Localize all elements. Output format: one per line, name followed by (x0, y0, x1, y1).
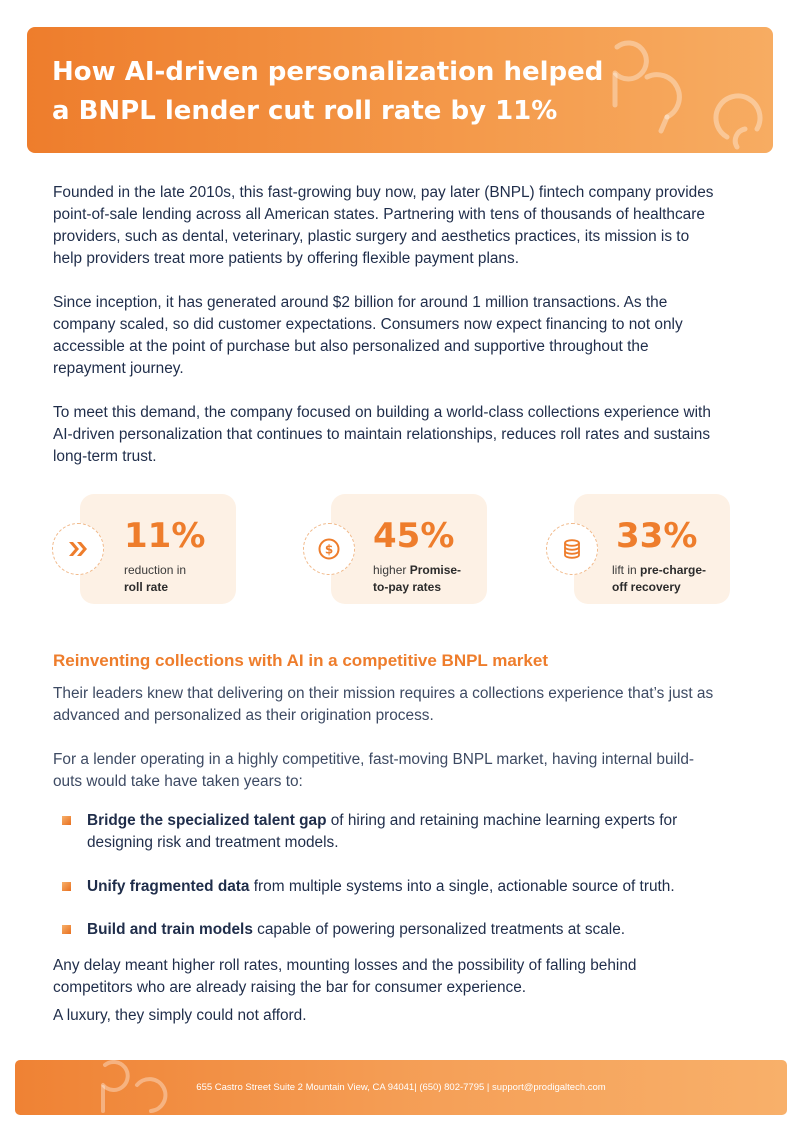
text-line: repayment journey. (53, 360, 184, 377)
caption-bold: roll rate (124, 580, 169, 594)
text-line: Any delay meant higher roll rates, mounting losses and the possibility of falling behind (53, 957, 637, 974)
title-line-2: a BNPL lender cut roll rate by 11% (52, 96, 558, 126)
footer-bar (15, 1060, 787, 1115)
title-line-1: How AI-driven personalization helped (52, 57, 604, 87)
text-line: competitors who are already raising the bar for consumer experience. (53, 979, 527, 996)
text-line: For a lender operating in a highly competitive, fast-moving BNPL market, having internal build- (53, 751, 695, 768)
text-line: To meet this demand, the company focused on building a world-class collections experience with (53, 404, 711, 421)
caption-bold: Promise- (409, 563, 462, 577)
text-line: providers, such as dental, veterinary, plastic surgery and aesthetics practices, its mission is to (53, 228, 690, 245)
intro-paragraph-3 (53, 402, 753, 468)
stat-value: 11% (124, 516, 206, 556)
bullet-text: capable of powering personalized treatments at scale. (252, 921, 626, 938)
bullet-text: of hiring and retaining machine learning experts for (326, 812, 678, 829)
text-line: point-of-sale lending across all American states. Partnering with tens of thousands of healthcare (53, 206, 705, 223)
stat-icon-circle (52, 523, 104, 575)
section-paragraph-4: A luxury, they simply could not afford. (53, 1007, 307, 1024)
caption-text: higher (373, 563, 410, 577)
section-paragraph-3 (53, 955, 753, 999)
caption-bold: to-pay rates (373, 580, 442, 594)
stat-icon-circle (303, 523, 355, 575)
bullet-square-icon (62, 925, 71, 934)
bullet-square-icon (62, 816, 71, 825)
text-line: Founded in the late 2010s, this fast-growing buy now, pay later (BNPL) fintech company provides (53, 184, 714, 201)
caption-bold: off recovery (612, 580, 681, 594)
text-line: AI-driven personalization that continues to maintain relationships, reduces roll rates and sustains (53, 426, 711, 443)
bullet-text: from multiple systems into a single, actionable source of truth. (249, 878, 675, 895)
bullet-square-icon (62, 882, 71, 891)
text-line: Their leaders knew that delivering on their mission requires a collections experience that’s just as (53, 685, 714, 702)
dollar-coin-icon (317, 537, 341, 561)
page-title (52, 53, 652, 131)
text-line: long-term trust. (53, 448, 157, 465)
bullet-item-talent-gap (87, 810, 727, 854)
section-heading: Reinventing collections with AI in a competitive BNPL market (53, 651, 548, 670)
text-line: company scaled, so did customer expectations. Consumers now expect financing to not only (53, 316, 683, 333)
section-paragraph-2 (53, 749, 753, 793)
stat-icon-circle (546, 523, 598, 575)
bullet-item-build-models (87, 919, 727, 941)
text-line: accessible at the point of purchase but also personalized and supportive throughout the (53, 338, 649, 355)
header-banner (27, 27, 773, 153)
intro-paragraph-1 (53, 182, 753, 270)
intro-paragraph-2 (53, 292, 753, 380)
footer-contact: 655 Castro Street Suite 2 Mountain View, CA 94041| (650) 802-7795 | support@prodigaltech.com (196, 1082, 606, 1093)
bullet-bold: Build and train models (87, 921, 253, 938)
bullet-bold: Unify fragmented data (87, 878, 250, 895)
stat-value: 45% (373, 516, 455, 556)
bullet-item-unify-data (87, 876, 727, 898)
caption-bold: pre-charge- (640, 563, 707, 577)
stat-value: 33% (616, 516, 698, 556)
text-line: Since inception, it has generated around $2 billion for around 1 million transactions. As the (53, 294, 668, 311)
caption-text: reduction in (124, 563, 187, 577)
bullet-text: designing risk and treatment models. (87, 834, 339, 851)
double-chevron-right-icon (66, 537, 90, 561)
stat-caption (373, 562, 483, 596)
stat-caption (124, 562, 224, 596)
coin-stack-icon (560, 537, 584, 561)
text-line: help providers treat more patients by offering flexible payment plans. (53, 250, 519, 267)
bullet-bold: Bridge the specialized talent gap (87, 812, 327, 829)
text-line: outs would take have taken years to: (53, 773, 303, 790)
section-paragraph-1 (53, 683, 753, 727)
stat-caption (612, 562, 732, 596)
text-line: advanced and personalized as their origination process. (53, 707, 434, 724)
caption-text: lift in (612, 563, 641, 577)
svg-text:$: $ (324, 542, 334, 557)
